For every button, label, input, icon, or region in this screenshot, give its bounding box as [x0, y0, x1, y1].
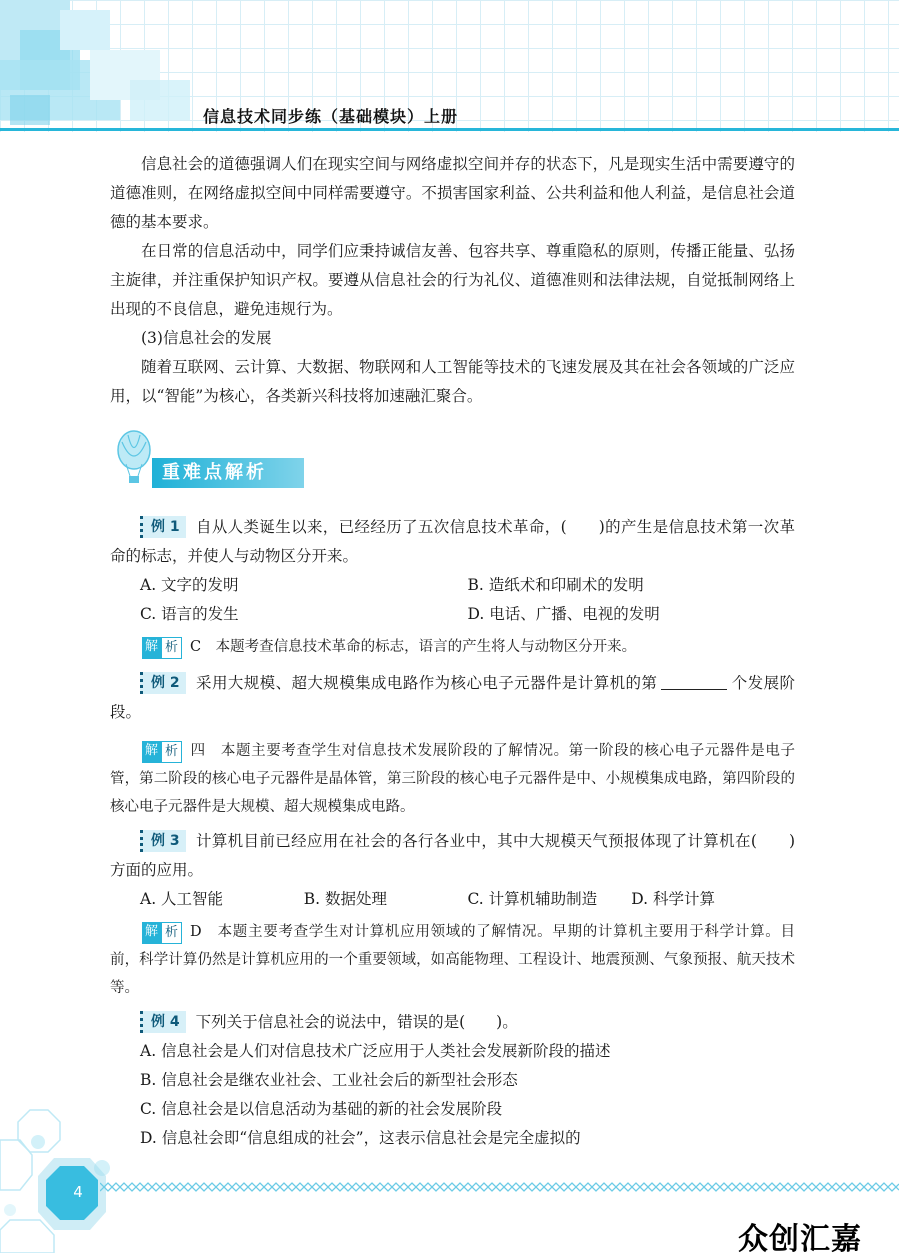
question-text: 下列关于信息社会的说法中，错误的是( )。 — [195, 1013, 518, 1031]
option: C. 语言的发生 — [140, 605, 239, 623]
question-text: 个发展阶段。 — [110, 674, 795, 721]
page-header-title: 信息技术同步练（基础模块）上册 — [203, 107, 459, 126]
section-title: 重难点解析 — [152, 458, 304, 488]
analysis — [110, 633, 795, 661]
example-question — [110, 1008, 795, 1037]
analysis-label-part: 解 — [142, 922, 161, 944]
analysis-label-part: 解 — [142, 741, 161, 763]
example-tag: 例 2 — [140, 672, 186, 694]
examples-section — [110, 505, 795, 1153]
page-number: 4 — [73, 1183, 83, 1201]
intro-paragraph: 在日常的信息活动中，同学们应秉持诚信友善、包容共享、尊重隐私的原则，传播正能量、弘扬主旋律，并注重保护知识产权。要遵从信息社会的行为礼仪、道德准则和法律法规，自觉抵制网络上出现的不良信息，避免违规行为。 — [110, 242, 795, 318]
option: A. 人工智能 — [140, 890, 224, 908]
option: B. 造纸术和印刷术的发明 — [467, 576, 644, 594]
section-heading — [112, 430, 312, 496]
example-tag: 例 4 — [140, 1011, 186, 1033]
option: D. 科学计算 — [631, 890, 715, 908]
example-tag: 例 1 — [140, 516, 186, 538]
intro-section — [110, 150, 795, 411]
intro-subheading: (3)信息社会的发展 — [141, 329, 272, 347]
options-list — [110, 571, 795, 629]
header-divider — [0, 128, 899, 131]
option: D. 信息社会即“信息组成的社会”，这表示信息社会是完全虚拟的 — [140, 1129, 581, 1147]
option: D. 电话、广播、电视的发明 — [467, 605, 660, 623]
question-text: 采用大规模、超大规模集成电路作为核心电子元器件是计算机的第 — [195, 674, 658, 692]
analysis-label — [142, 922, 182, 944]
analysis-label — [142, 741, 182, 763]
example-tag: 例 3 — [140, 830, 186, 852]
options-list — [110, 1037, 795, 1153]
answer-blank — [661, 674, 727, 690]
analysis-label-part: 析 — [161, 741, 182, 763]
watermark-logo: 众创汇嘉 — [738, 1222, 862, 1253]
option: C. 计算机辅助制造 — [467, 890, 598, 908]
analysis-label-part: 析 — [161, 922, 182, 944]
footer-zigzag-divider — [100, 1180, 899, 1194]
options-list — [110, 885, 795, 914]
option: C. 信息社会是以信息活动为基础的新的社会发展阶段 — [140, 1100, 503, 1118]
analysis-text: C 本题考查信息技术革命的标志，语言的产生将人与动物区分开来。 — [190, 639, 637, 655]
option: A. 信息社会是人们对信息技术广泛应用于人类社会发展新阶段的描述 — [140, 1042, 611, 1060]
analysis — [110, 737, 795, 821]
example-question — [110, 827, 795, 885]
example-question — [110, 513, 795, 571]
option: B. 信息社会是继农业社会、工业社会后的新型社会形态 — [140, 1071, 518, 1089]
analysis-label — [142, 637, 182, 659]
intro-paragraph: 随着互联网、云计算、大数据、物联网和人工智能等技术的飞速发展及其在社会各领域的广泛应用，以“智能”为核心，各类新兴科技将加速融汇聚合。 — [110, 358, 795, 405]
example-question — [110, 669, 795, 727]
intro-paragraph: 信息社会的道德强调人们在现实空间与网络虚拟空间并存的状态下，凡是现实生活中需要遵守的道德准则，在网络虚拟空间中同样需要遵守。不损害国家利益、公共利益和他人利益，是信息社会道德的基本要求。 — [110, 155, 795, 231]
option: B. 数据处理 — [303, 890, 387, 908]
analysis-text: D 本题主要考查学生对计算机应用领域的了解情况。早期的计算机主要用于科学计算。目前，科学计算仍然是计算机应用的一个重要领域，如高能物理、工程设计、地震预测、气象预报、航天技术等。 — [110, 924, 795, 996]
analysis-label-part: 析 — [161, 637, 182, 659]
question-text: 计算机目前已经应用在社会的各行各业中，其中大规模天气预报体现了计算机在( )方面的应用。 — [110, 832, 795, 879]
question-text: 自从人类诞生以来，已经经历了五次信息技术革命，( )的产生是信息技术第一次革命的标志，并使人与动物区分开来。 — [110, 518, 795, 565]
option: A. 文字的发明 — [140, 576, 239, 594]
analysis-text: 四 本题主要考查学生对信息技术发展阶段的了解情况。第一阶段的核心电子元器件是电子管，第二阶段的核心电子元器件是晶体管，第三阶段的核心电子元器件是中、小规模集成电路，第四阶段的核心电子元器件是大规模、超大规模集成电路。 — [110, 743, 795, 815]
analysis-label-part: 解 — [142, 637, 161, 659]
analysis — [110, 918, 795, 1002]
